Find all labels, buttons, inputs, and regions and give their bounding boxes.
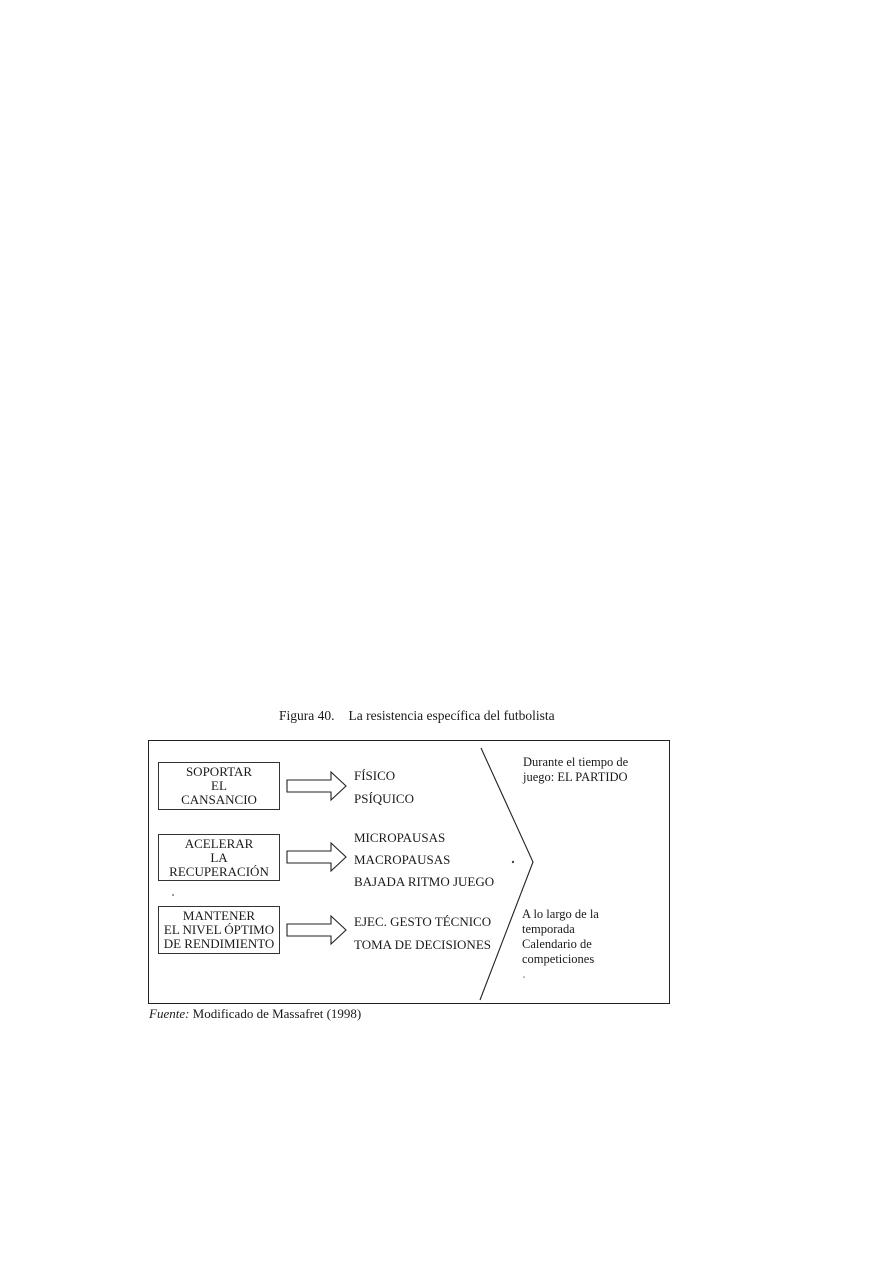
item-macropausas: MACROPAUSAS (354, 852, 451, 867)
speck-mark (172, 894, 174, 896)
box-line: MANTENER (182, 908, 256, 923)
source-label: Fuente: (149, 1006, 190, 1021)
speck-mark (512, 861, 514, 863)
side-line: Calendario de (522, 937, 592, 951)
item-ejec-gesto-tecnico: EJEC. GESTO TÉCNICO (354, 914, 492, 929)
side-line: A lo largo de la (522, 907, 599, 921)
item-micropausas: MICROPAUSAS (354, 830, 446, 845)
box-line: LA (210, 849, 228, 865)
item-bajada-ritmo-juego: BAJADA RITMO JUEGO (354, 874, 495, 889)
hollow-arrow-icon (287, 916, 346, 944)
box-line: ACELERAR (184, 835, 254, 851)
item-psiquico: PSÍQUICO (354, 791, 414, 806)
chevron-divider (480, 748, 533, 1000)
figure-title: La resistencia específica del futbolista (348, 708, 555, 723)
side-line: competiciones (522, 952, 595, 966)
figure-source (149, 1006, 361, 1022)
speck-mark (523, 976, 525, 978)
item-toma-de-decisiones: TOMA DE DECISIONES (354, 937, 491, 952)
source-text: Modificado de Massafret (1998) (192, 1006, 362, 1021)
side-line: Durante el tiempo de (523, 755, 629, 769)
figure-number: Figura 40. (279, 708, 335, 723)
side-line: juego: EL PARTIDO (523, 770, 628, 784)
hollow-arrow-icon (287, 772, 346, 800)
side-line: temporada (522, 922, 575, 936)
box-line: CANSANCIO (181, 792, 257, 807)
box-line: EL NIVEL ÓPTIMO (163, 922, 275, 937)
box-line: DE RENDIMIENTO (163, 936, 275, 951)
box-line: RECUPERACIÓN (169, 863, 269, 879)
box-line: EL (211, 778, 227, 793)
hollow-arrow-icon (287, 843, 346, 871)
item-fisico: FÍSICO (354, 768, 396, 783)
box-line: SOPORTAR (185, 764, 253, 779)
